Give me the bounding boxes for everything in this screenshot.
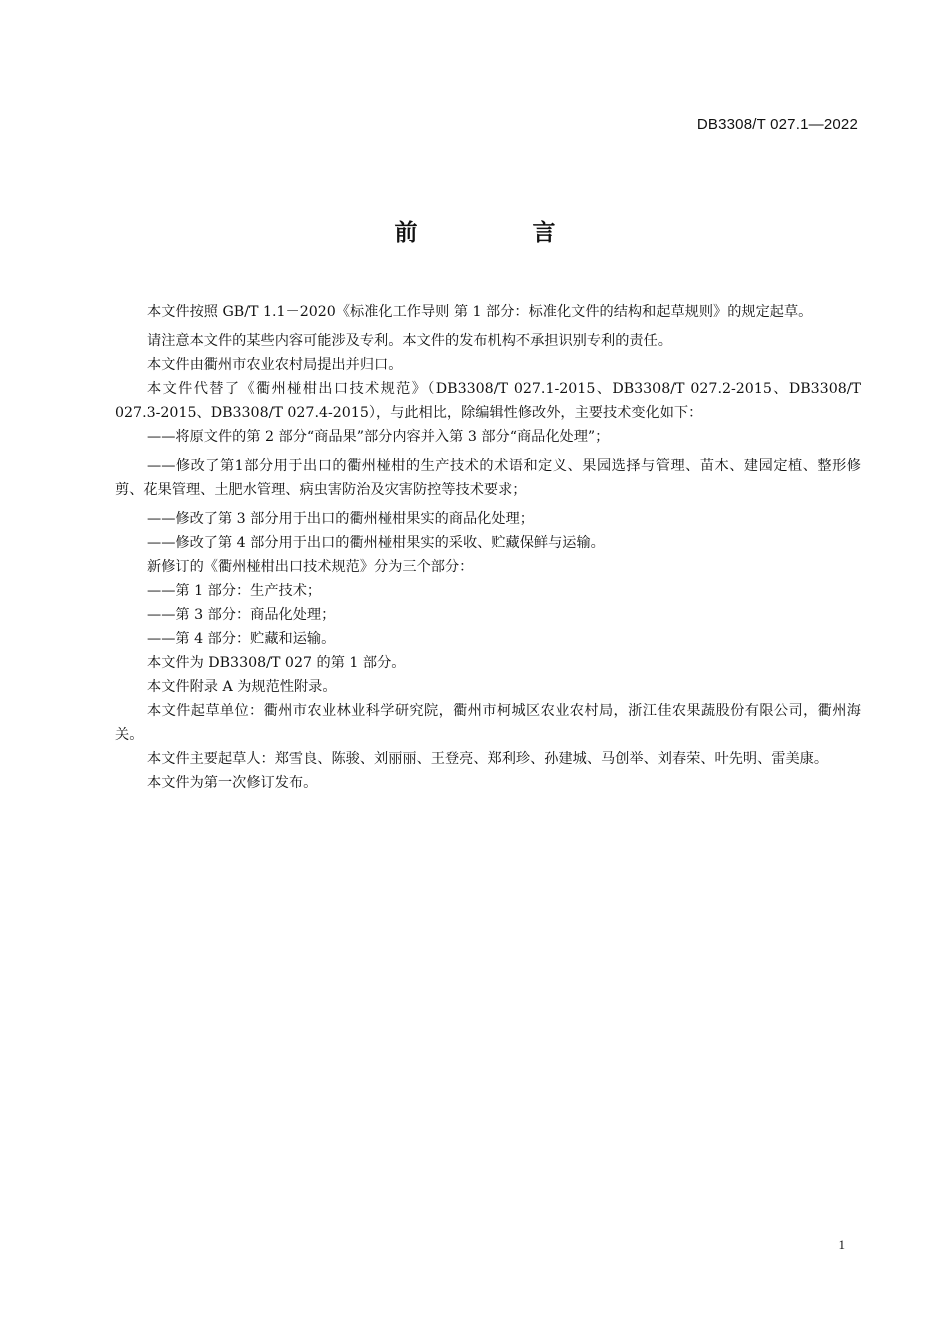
paragraph: ——修改了第1部分用于出口的衢州椪柑的生产技术的术语和定义、果园选择与管理、苗木、建园定植、整形修剪、花果管理、土肥水管理、病虫害防治及灾害防控等技术要求； [115, 458, 861, 498]
paragraph: ——第 4 部分：贮藏和运输。 [147, 631, 336, 647]
foreword-body [115, 300, 861, 795]
paragraph: 本文件附录 A 为规范性附录。 [147, 679, 337, 695]
paragraph: 本文件为 DB3308/T 027 的第 1 部分。 [147, 655, 406, 671]
paragraph: ——修改了第 4 部分用于出口的衢州椪柑果实的采收、贮藏保鲜与运输。 [147, 535, 605, 551]
page-number: 1 [838, 1237, 845, 1252]
paragraph: 请注意本文件的某些内容可能涉及专利。本文件的发布机构不承担识别专利的责任。 [147, 333, 672, 349]
paragraph: 本文件主要起草人：郑雪良、陈骏、刘丽丽、王登亮、郑利珍、孙建城、马创举、刘春荣、叶先明、雷美康。 [147, 751, 829, 767]
document-code: DB3308/T 027.1—2022 [696, 116, 858, 133]
page-title: 前 言 [394, 220, 602, 246]
paragraph: ——第 3 部分：商品化处理； [147, 607, 336, 623]
paragraph: 本文件代替了《衢州椪柑出口技术规范》（DB3308/T 027.1-2015、DB3308/T 027.2-2015、DB3308/T 027.3-2015、DB3308/T 027.4-2015），与此相比，除编辑性修改外，主要技术变化如下： [115, 381, 861, 421]
paragraph: ——第 1 部分：生产技术； [147, 583, 322, 599]
paragraph: 新修订的《衢州椪柑出口技术规范》分为三个部分： [147, 559, 474, 575]
paragraph: ——将原文件的第 2 部分“商品果”部分内容并入第 3 部分“商品化处理”； [147, 429, 610, 445]
paragraph: 本文件为第一次修订发布。 [147, 775, 318, 791]
paragraph: 本文件起草单位：衢州市农业林业科学研究院，衢州市柯城区农业农村局，浙江佳农果蔬股份有限公司，衢州海关。 [115, 703, 861, 743]
paragraph: 本文件由衢州市农业农村局提出并归口。 [147, 357, 403, 373]
paragraph: ——修改了第 3 部分用于出口的衢州椪柑果实的商品化处理； [147, 511, 534, 527]
paragraph: 本文件按照 GB/T 1.1－2020《标准化工作导则 第 1 部分：标准化文件的结构和起草规则》的规定起草。 [147, 304, 813, 320]
